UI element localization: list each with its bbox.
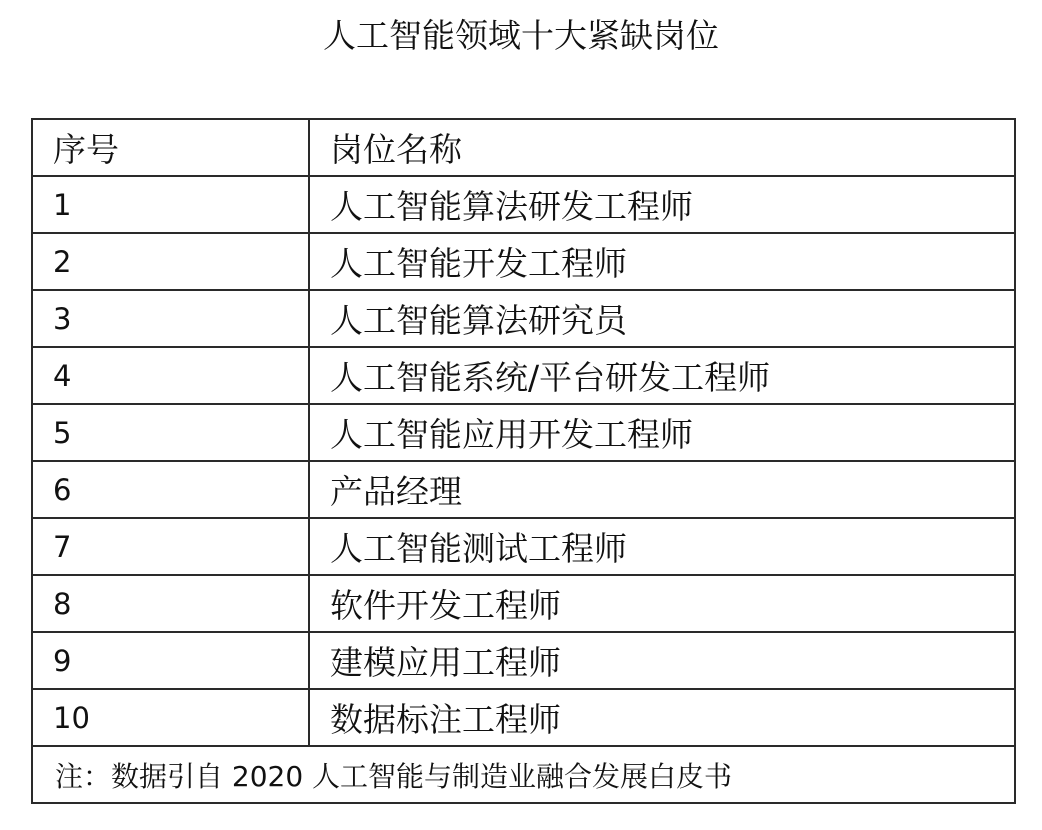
source-note: 注：数据引自 2020 人工智能与制造业融合发展白皮书 — [32, 746, 1015, 803]
table-row — [32, 518, 1015, 575]
table-note-row — [32, 746, 1015, 803]
table-row — [32, 461, 1015, 518]
table-row — [32, 575, 1015, 632]
jobs-table — [31, 118, 1016, 804]
row-number: 1 — [32, 176, 309, 233]
table-row — [32, 176, 1015, 233]
row-number: 5 — [32, 404, 309, 461]
row-number: 9 — [32, 632, 309, 689]
row-number: 3 — [32, 290, 309, 347]
table-row — [32, 404, 1015, 461]
row-number: 10 — [32, 689, 309, 746]
position-name: 人工智能系统/平台研发工程师 — [309, 347, 1015, 404]
position-name: 人工智能算法研究员 — [309, 290, 1015, 347]
row-number: 6 — [32, 461, 309, 518]
position-name: 软件开发工程师 — [309, 575, 1015, 632]
position-name: 建模应用工程师 — [309, 632, 1015, 689]
row-number: 8 — [32, 575, 309, 632]
table-row — [32, 233, 1015, 290]
position-name: 产品经理 — [309, 461, 1015, 518]
row-number: 7 — [32, 518, 309, 575]
position-name: 人工智能测试工程师 — [309, 518, 1015, 575]
table-row — [32, 347, 1015, 404]
position-name: 人工智能算法研发工程师 — [309, 176, 1015, 233]
table-row — [32, 290, 1015, 347]
page-title: 人工智能领域十大紧缺岗位 — [323, 16, 719, 55]
row-number: 2 — [32, 233, 309, 290]
row-number: 4 — [32, 347, 309, 404]
position-name: 人工智能应用开发工程师 — [309, 404, 1015, 461]
table-header-row — [32, 119, 1015, 176]
position-name: 人工智能开发工程师 — [309, 233, 1015, 290]
position-name: 数据标注工程师 — [309, 689, 1015, 746]
position-column-header: 岗位名称 — [309, 119, 1015, 176]
number-column-header: 序号 — [32, 119, 309, 176]
table-row — [32, 689, 1015, 746]
table-row — [32, 632, 1015, 689]
